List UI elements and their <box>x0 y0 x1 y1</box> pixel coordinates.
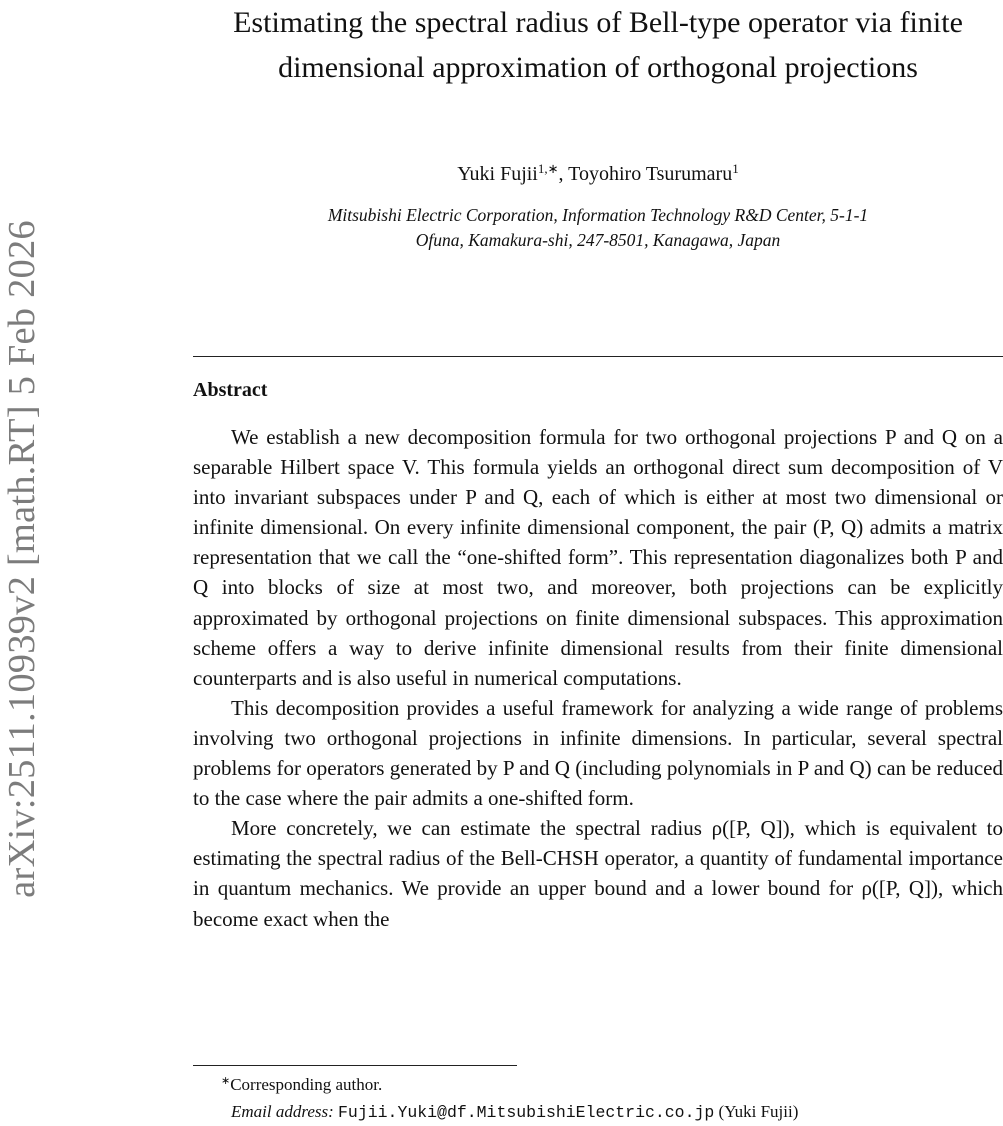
author-affiliation-mark: 1,∗ <box>537 161 559 176</box>
footnote-email-label: Email address: <box>231 1102 334 1121</box>
affiliation-line: Ofuna, Kamakura-shi, 247-8501, Kanagawa, Japan <box>415 230 781 250</box>
author-name: Toyohiro Tsurumaru <box>568 163 733 185</box>
abstract-top-rule <box>193 356 1003 357</box>
footnote-mark: ∗ <box>221 1075 231 1087</box>
affiliation <box>196 203 1000 253</box>
footnote-rule <box>193 1065 517 1066</box>
email-link[interactable]: Fujii.Yuki@df.MitsubishiElectric.co.jp <box>338 1103 715 1122</box>
abstract-heading: Abstract <box>193 379 268 401</box>
author-line <box>196 163 1000 186</box>
footnote-email-line <box>231 1098 798 1126</box>
footnote-corresponding <box>221 1071 798 1098</box>
arxiv-identifier: arXiv:2511.10939v2 [math.RT] 5 Feb 2026 <box>1 220 43 898</box>
abstract-paragraph: This decomposition provides a useful framework for analyzing a wide range of problems involving two orthogonal projections in infinite dimensions. In particular, several spectral problems for operators generated by P and Q (including polynomials in P and Q) can be reduced to the case where the pair admits a one-shifted form. <box>193 695 1003 811</box>
author-name: Yuki Fujii <box>457 163 538 185</box>
abstract-body <box>193 422 1003 934</box>
affiliation-line: Mitsubishi Electric Corporation, Information Technology R&D Center, 5-1-1 <box>327 205 869 225</box>
footnote-corresponding-text: Corresponding author. <box>230 1075 383 1094</box>
author-separator: , <box>558 163 569 185</box>
abstract-paragraph: More concretely, we can estimate the spectral radius ρ([P, Q]), which is equivalent to estimating the spectral radius of the Bell-CHSH operator, a quantity of fundamental importance in quantum mechanics. We provide an upper bound and a lower bound for ρ([P, Q]), which become exact when the <box>193 816 1003 931</box>
arxiv-side-stamp <box>0 181 50 938</box>
abstract-paragraph: We establish a new decomposition formula for two orthogonal projections P and Q on a separable Hilbert space V. This formula yields an orthogonal direct sum decomposition of V into invariant subspaces under P and Q, each of which is either at most two dimensional or infinite dimensional. On every infinite dimensional component, the pair (P, Q) admits a matrix representation that we call the “one-shifted form”. This representation diagonalizes both P and Q into blocks of size at most two, and moreover, both projections can be explicitly approximated by orthogonal projections on finite dimensional subspaces. This approximation scheme offers a way to derive infinite dimensional results from their finite dimensional counterparts and is also useful in numerical computations. <box>193 425 1003 690</box>
paper-title: Estimating the spectral radius of Bell-type operator via finite dimensional approximation of orthogonal projections <box>233 6 963 84</box>
footnote-email-owner: (Yuki Fujii) <box>718 1102 799 1121</box>
footnote <box>221 1071 798 1126</box>
author-affiliation-mark: 1 <box>732 161 739 176</box>
